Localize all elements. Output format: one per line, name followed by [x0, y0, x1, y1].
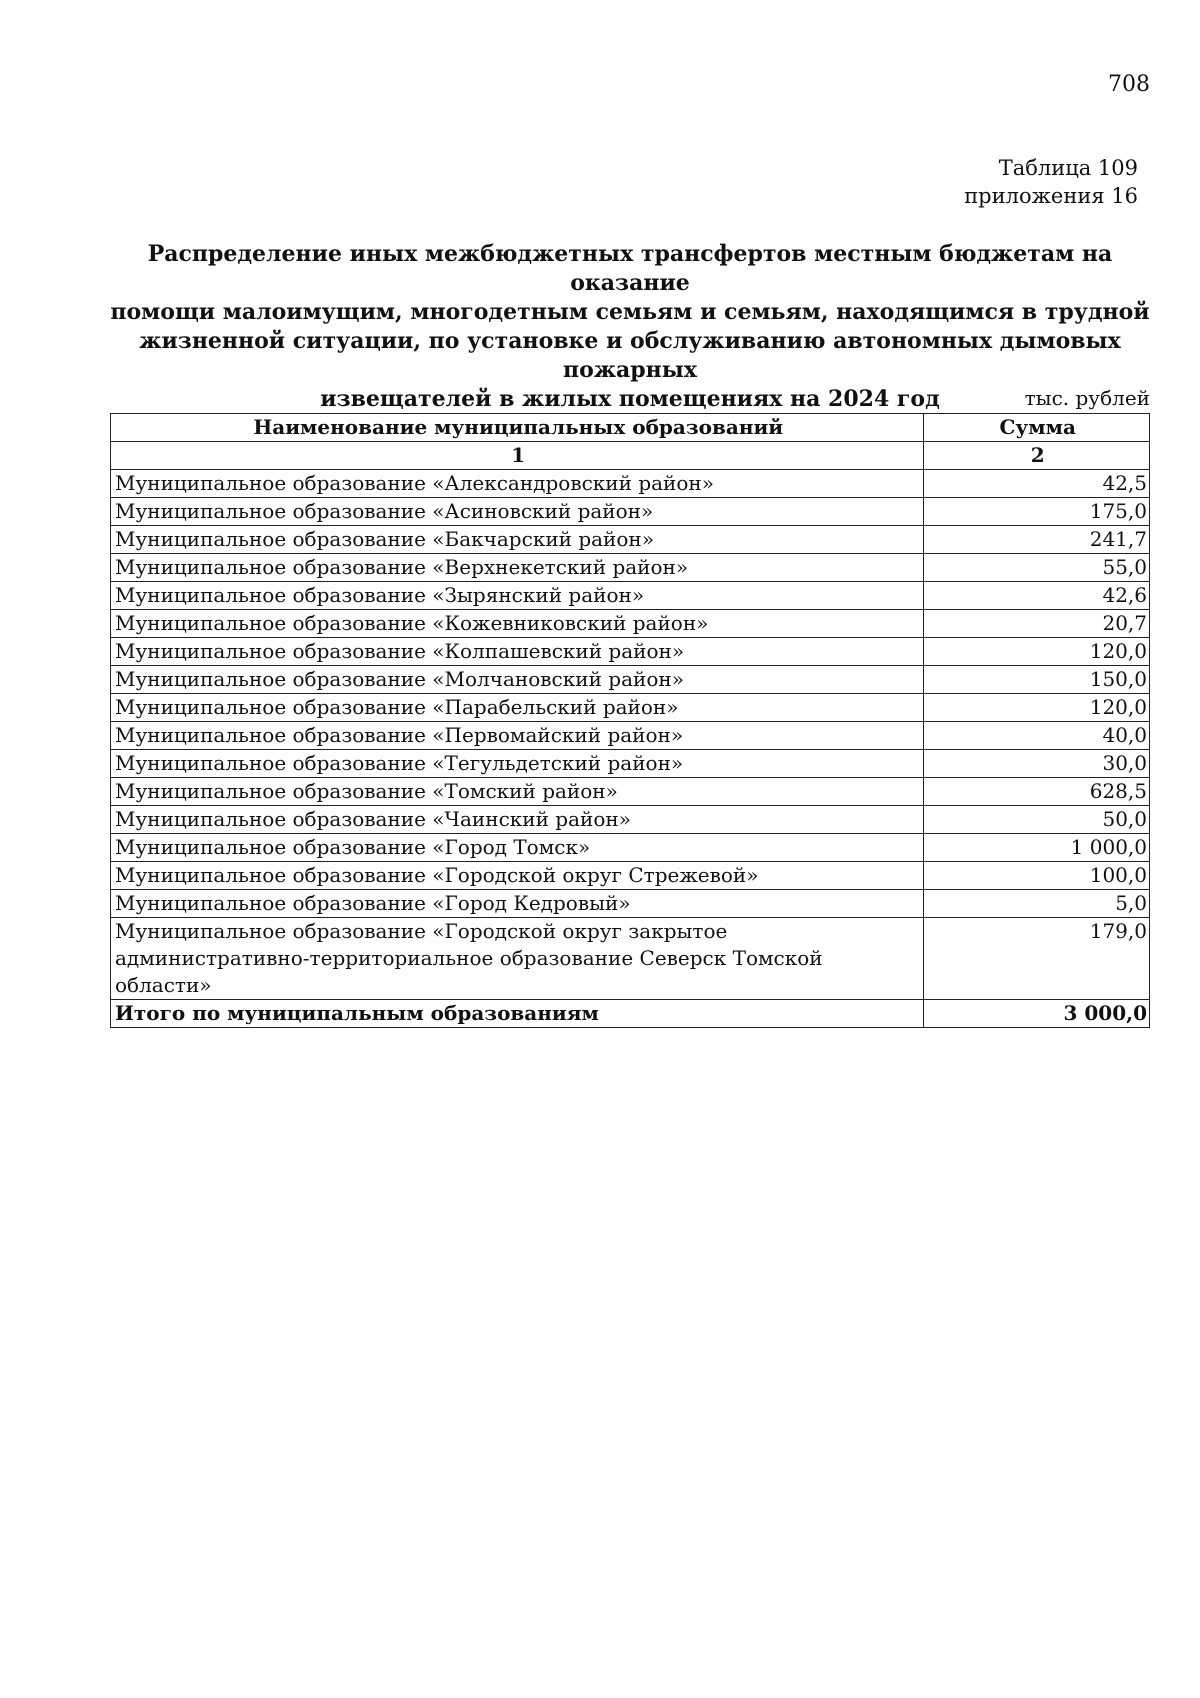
row-sum: 179,0 [924, 918, 1150, 1000]
row-sum: 628,5 [924, 778, 1150, 806]
row-sum: 55,0 [924, 554, 1150, 582]
total-sum: 3 000,0 [924, 1000, 1150, 1028]
table-row [111, 806, 1150, 834]
table-row [111, 890, 1150, 918]
row-name: Муниципальное образование «Бакчарский район» [111, 526, 924, 554]
row-sum: 120,0 [924, 694, 1150, 722]
row-name: Муниципальное образование «Колпашевский район» [111, 638, 924, 666]
table-row [111, 666, 1150, 694]
header-row [111, 414, 1150, 442]
row-name: Муниципальное образование «Город Кедровый» [111, 890, 924, 918]
row-name: Муниципальное образование «Город Томск» [111, 834, 924, 862]
column-number-2: 2 [924, 442, 1150, 470]
table-row [111, 694, 1150, 722]
row-name: Муниципальное образование «Парабельский район» [111, 694, 924, 722]
table-row [111, 722, 1150, 750]
title-line-2: помощи малоимущим, многодетным семьям и семьям, находящимся в трудной [110, 299, 1150, 325]
table-row [111, 470, 1150, 498]
column-number-row [111, 442, 1150, 470]
table-row [111, 778, 1150, 806]
row-sum: 40,0 [924, 722, 1150, 750]
row-sum: 150,0 [924, 666, 1150, 694]
row-name: Муниципальное образование «Александровский район» [111, 470, 924, 498]
table-row [111, 638, 1150, 666]
title-line-4: извещателей в жилых помещениях на 2024 год [320, 386, 940, 412]
row-sum: 5,0 [924, 890, 1150, 918]
row-sum: 175,0 [924, 498, 1150, 526]
title-line-1: Распределение иных межбюджетных трансфертов местным бюджетам на оказание [147, 241, 1113, 296]
row-name: Муниципальное образование «Первомайский район» [111, 722, 924, 750]
row-name: Муниципальное образование «Чаинский район» [111, 806, 924, 834]
table-row [111, 554, 1150, 582]
transfers-table [110, 413, 1150, 1028]
table-caption [964, 154, 1138, 210]
table-row [111, 918, 1150, 1000]
table-row [111, 610, 1150, 638]
table-row [111, 750, 1150, 778]
row-sum: 50,0 [924, 806, 1150, 834]
row-name: Муниципальное образование «Кожевниковский район» [111, 610, 924, 638]
units-label: тыс. рублей [1024, 386, 1150, 410]
page-number: 708 [1108, 72, 1150, 97]
row-sum: 42,5 [924, 470, 1150, 498]
total-row [111, 1000, 1150, 1028]
row-name: Муниципальное образование «Зырянский район» [111, 582, 924, 610]
row-name: Муниципальное образование «Тегульдетский район» [111, 750, 924, 778]
row-name: Муниципальное образование «Городской округ Стрежевой» [111, 862, 924, 890]
table-caption-appendix: приложения 16 [964, 184, 1138, 208]
row-sum: 1 000,0 [924, 834, 1150, 862]
row-sum: 30,0 [924, 750, 1150, 778]
title-line-3: жизненной ситуации, по установке и обслуживанию автономных дымовых пожарных [139, 328, 1121, 383]
column-number-1: 1 [111, 442, 924, 470]
row-sum: 120,0 [924, 638, 1150, 666]
document-title [110, 240, 1150, 414]
table-row [111, 834, 1150, 862]
row-sum: 100,0 [924, 862, 1150, 890]
row-name: Муниципальное образование «Молчановский район» [111, 666, 924, 694]
table-body [111, 442, 1150, 1028]
row-name: Муниципальное образование «Асиновский район» [111, 498, 924, 526]
table-row [111, 582, 1150, 610]
row-sum: 241,7 [924, 526, 1150, 554]
row-name: Муниципальное образование «Томский район» [111, 778, 924, 806]
table-caption-number: Таблица 109 [998, 156, 1138, 180]
header-name: Наименование муниципальных образований [111, 414, 924, 442]
table-row [111, 526, 1150, 554]
row-sum: 42,6 [924, 582, 1150, 610]
row-name: Муниципальное образование «Верхнекетский район» [111, 554, 924, 582]
header-sum: Сумма [924, 414, 1150, 442]
row-name: Муниципальное образование «Городской округ закрытое административно-территориальное образование Северск Томской области» [111, 918, 924, 1000]
table-row [111, 498, 1150, 526]
table-row [111, 862, 1150, 890]
total-label: Итого по муниципальным образованиям [111, 1000, 924, 1028]
row-sum: 20,7 [924, 610, 1150, 638]
